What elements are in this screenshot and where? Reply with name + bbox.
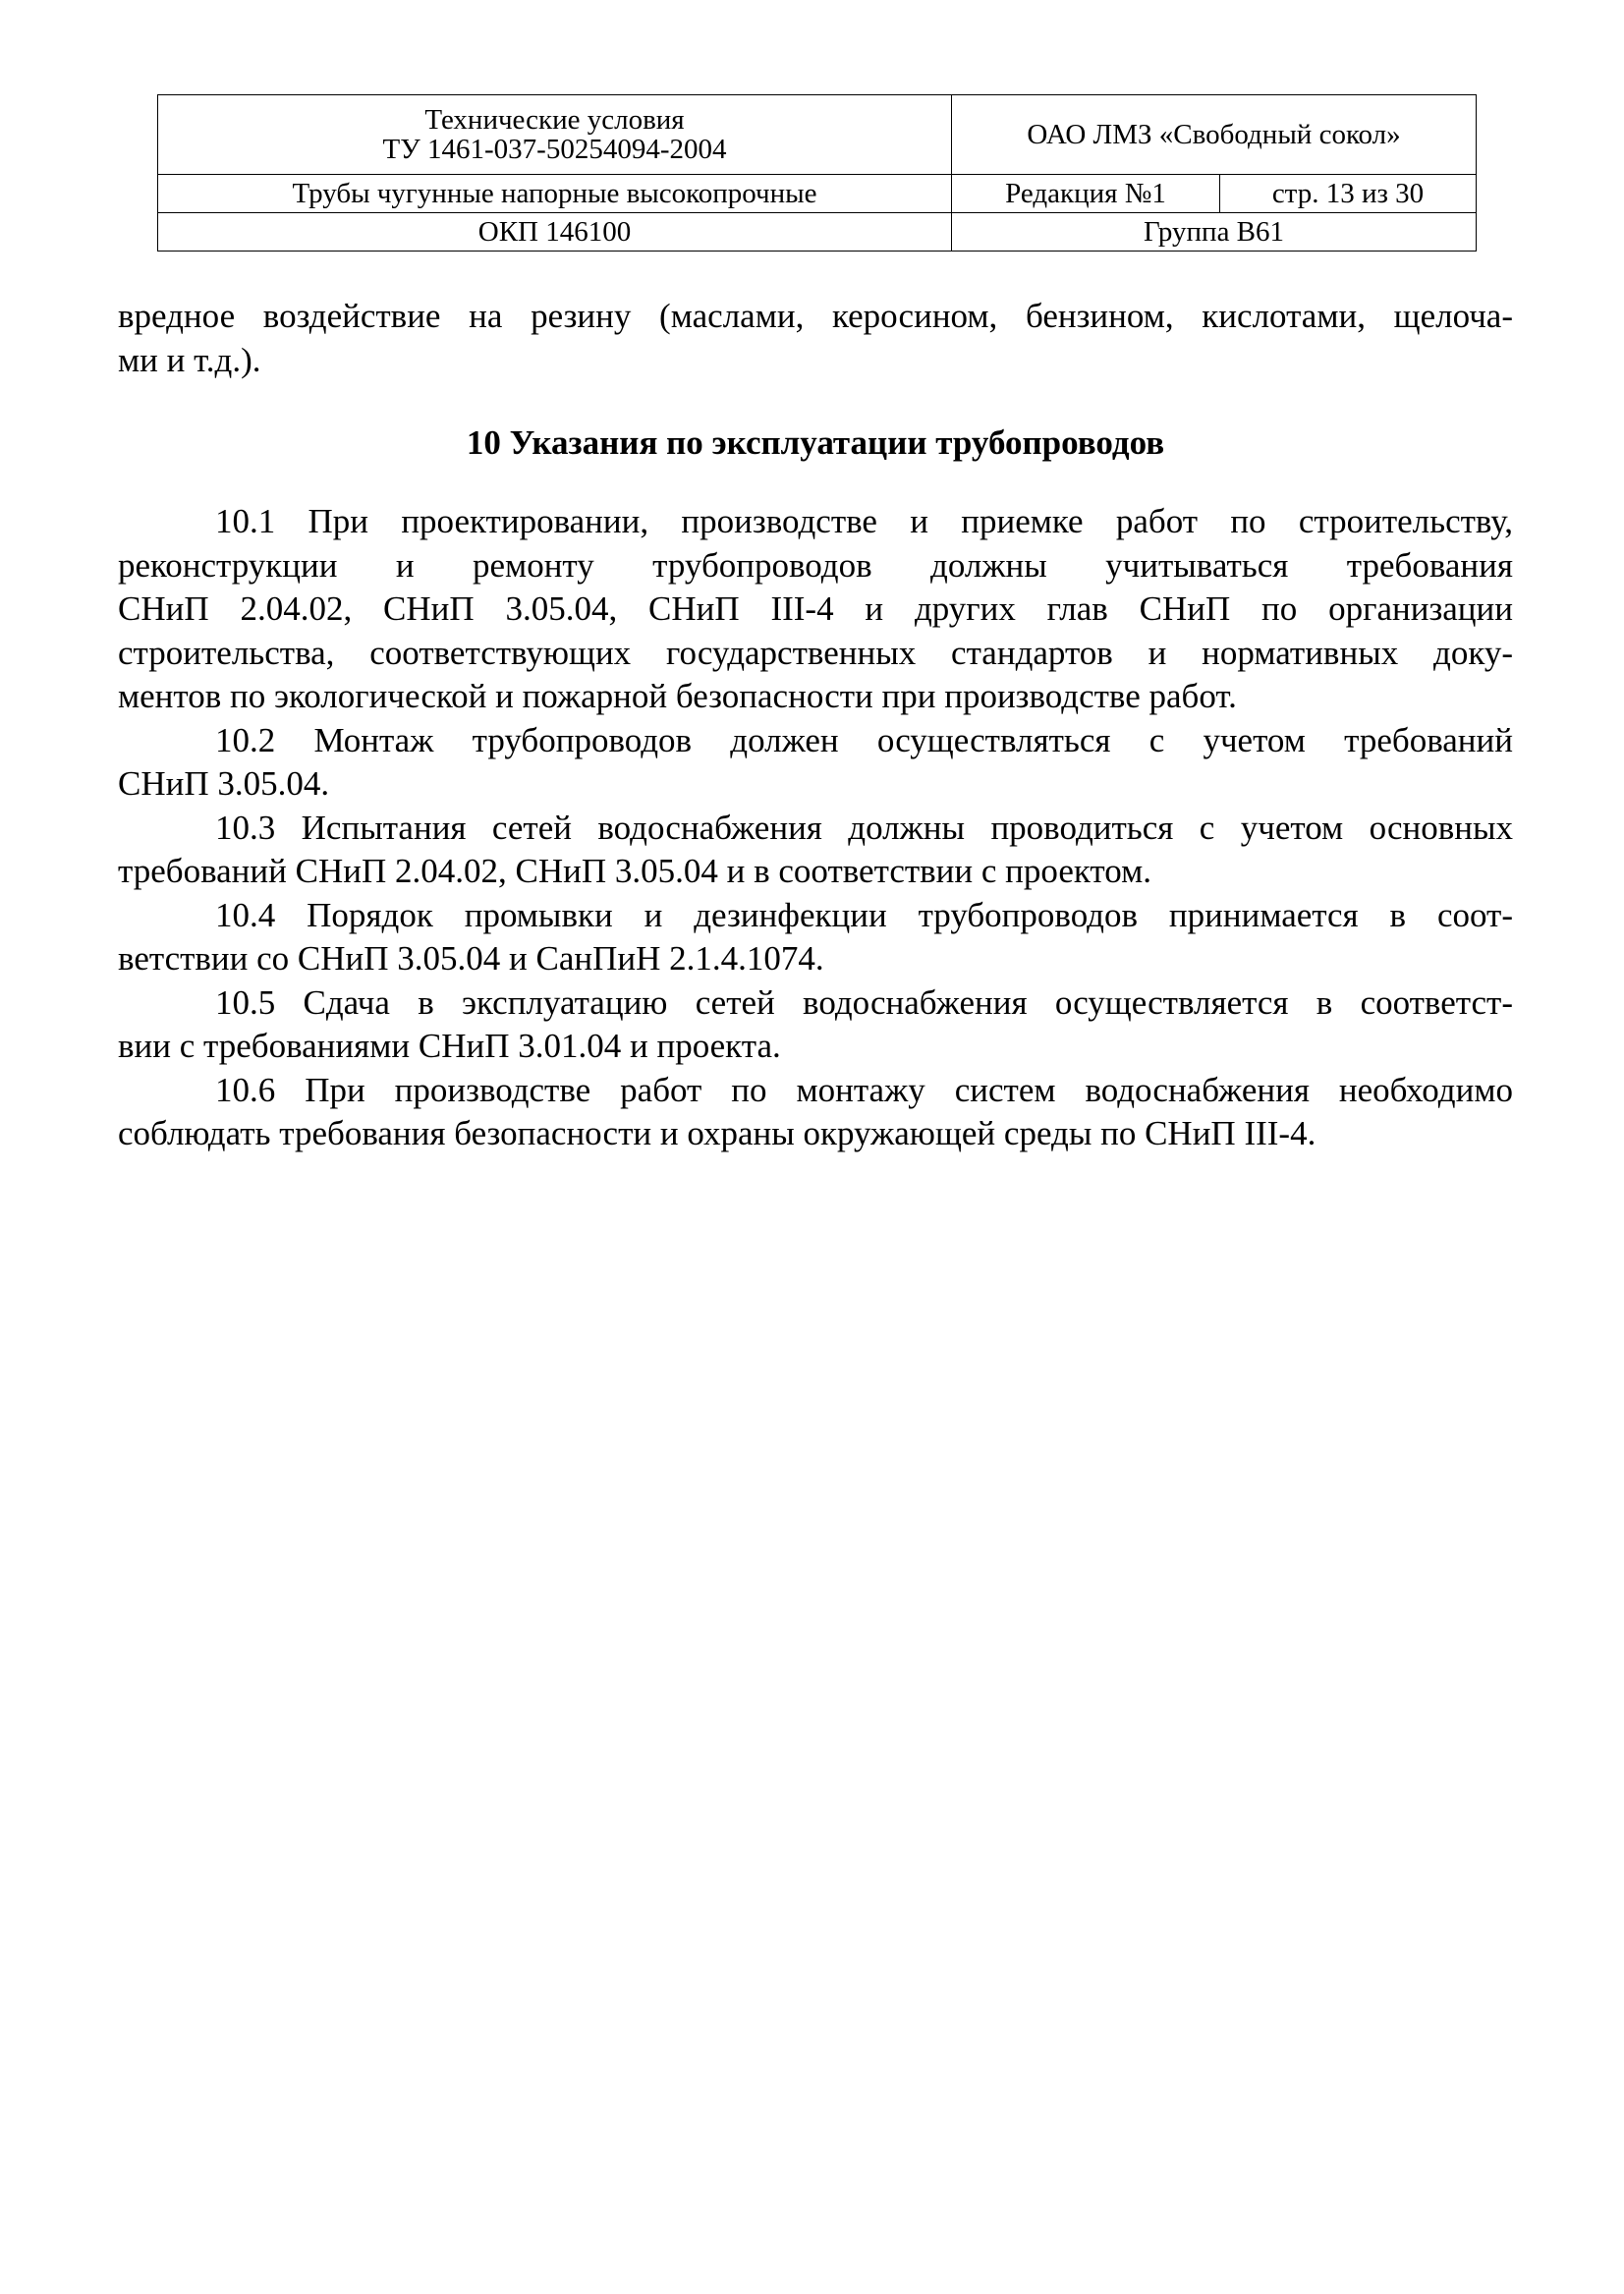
- text-line: реконструкции и ремонту трубопроводов должны учитываться требования: [118, 545, 1513, 585]
- doc-type: Технические условия: [424, 104, 685, 136]
- doc-number: ТУ 1461-037-50254094-2004: [382, 134, 727, 165]
- text-line: 10.4 Порядок промывки и дезинфекции трубопроводов принимается в соот-: [215, 895, 1513, 934]
- paragraph-10-2: [118, 719, 1513, 807]
- text-line: 10.2 Монтаж трубопроводов должен осуществляться с учетом требований: [215, 720, 1513, 759]
- section-heading: 10 Указания по эксплуатации трубопроводов: [466, 423, 1165, 462]
- title-block-table: [157, 94, 1477, 252]
- paragraph-10-3: [118, 807, 1513, 894]
- group-cell: Группа В61: [952, 213, 1477, 252]
- text-line: ветствии со СНиП 3.05.04 и СанПиН 2.1.4.1074.: [118, 939, 824, 978]
- continued-paragraph: [118, 295, 1513, 382]
- revision-cell: Редакция №1: [952, 175, 1220, 213]
- text-line: 10.1 При проектировании, производстве и приемке работ по строительству,: [215, 502, 1513, 540]
- product-cell: Трубы чугунные напорные высокопрочные: [158, 175, 952, 213]
- doc-type-cell: [158, 95, 952, 175]
- text-line: ми и т.д.).: [118, 340, 261, 379]
- text-line: СНиП 2.04.02, СНиП 3.05.04, СНиП III-4 и других глав СНиП по организации: [118, 589, 1513, 628]
- text-line: 10.5 Сдача в эксплуатацию сетей водоснабжения осуществляется в соответст-: [215, 982, 1513, 1022]
- okp-cell: ОКП 146100: [158, 213, 952, 252]
- paragraph-10-6: [118, 1069, 1513, 1156]
- paragraph-10-4: [118, 894, 1513, 981]
- paragraph-10-5: [118, 981, 1513, 1069]
- text-line: СНиП 3.05.04.: [118, 764, 330, 803]
- text-line: 10.3 Испытания сетей водоснабжения должны проводиться с учетом основных: [215, 808, 1513, 847]
- text-line: ментов по экологической и пожарной безопасности при производстве работ.: [118, 677, 1237, 715]
- text-line: требований СНиП 2.04.02, СНиП 3.05.04 и в соответствии с проектом.: [118, 852, 1151, 890]
- text-line: вредное воздействие на резину (маслами, керосином, бензином, кислотами, щелоча-: [118, 297, 1513, 335]
- text-line: соблюдать требования безопасности и охраны окружающей среды по СНиП III-4.: [118, 1114, 1316, 1152]
- text-line: вии с требованиями СНиП 3.01.04 и проекта.: [118, 1027, 781, 1065]
- paragraph-10-1: [118, 500, 1513, 719]
- document-body: [118, 295, 1513, 1156]
- text-line: 10.6 При производстве работ по монтажу систем водоснабжения необходимо: [215, 1070, 1513, 1109]
- page-number-cell: стр. 13 из 30: [1220, 175, 1477, 213]
- text-line: строительства, соответствующих государственных стандартов и нормативных доку-: [118, 633, 1513, 672]
- company-cell: ОАО ЛМЗ «Свободный сокол»: [952, 95, 1477, 175]
